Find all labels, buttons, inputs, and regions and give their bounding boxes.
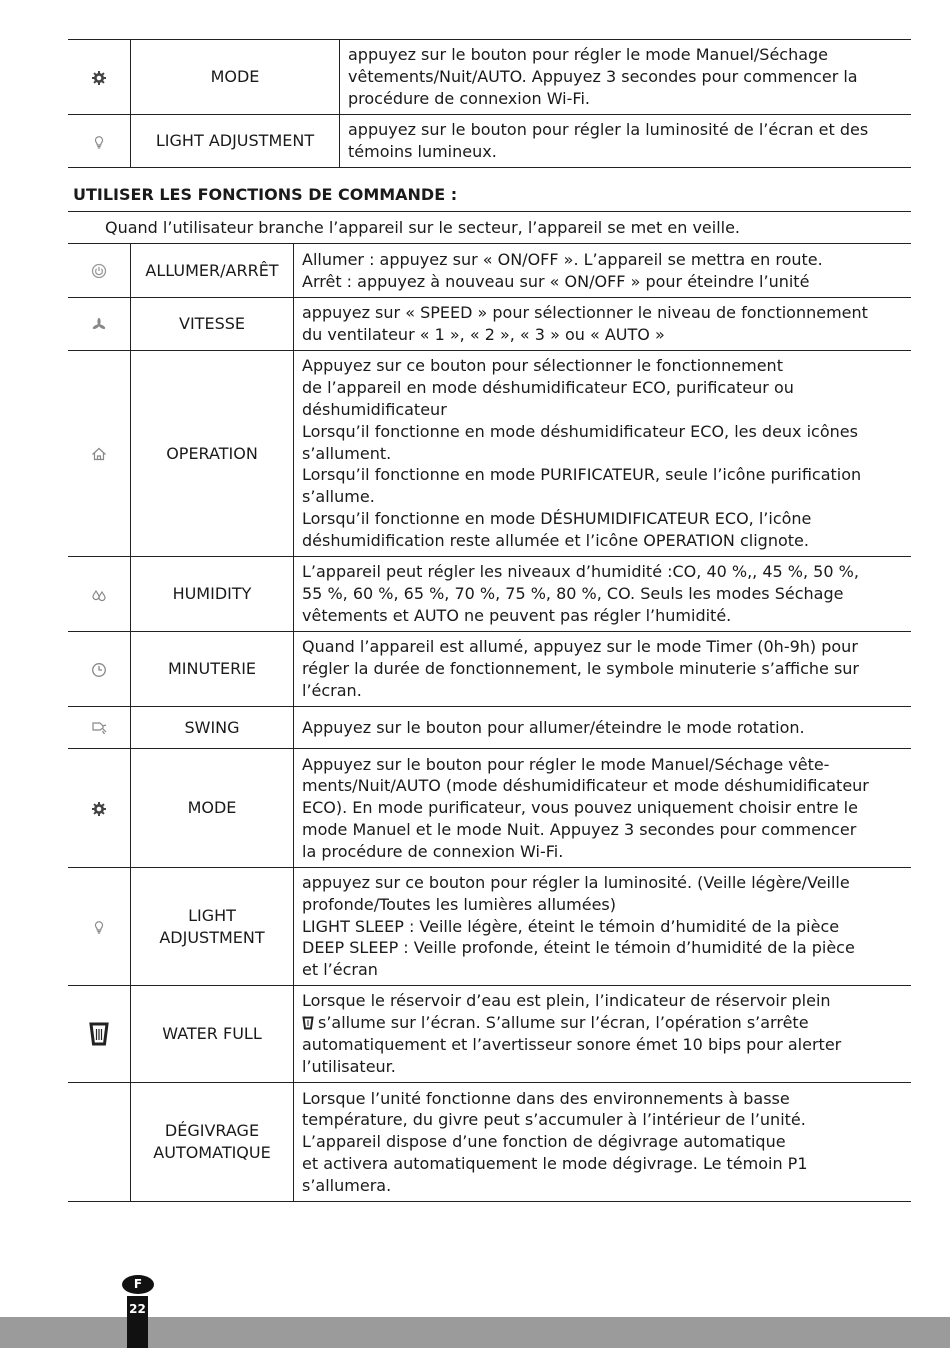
function-description: Appuyez sur le bouton pour allumer/éteindre le mode rotation. (302, 717, 805, 737)
table-row (68, 707, 911, 749)
function-description: Lorsque le réservoir d’eau est plein, l’indicateur de réservoir plein s’allume sur l’écran. S’allume sur l’écran, l’opération s’arrête automatiquement et l’avertisseur sonore émet 10 bips pour alerter l’utilisateur. (302, 991, 842, 1076)
function-name: MINUTERIE (131, 632, 294, 707)
function-name: DÉGIVRAGE AUTOMATIQUE (131, 1083, 294, 1202)
table-row (68, 749, 911, 868)
function-description: Allumer : appuyez sur « ON/OFF ». L’appareil se mettra en route. Arrêt : appuyez à nouveau sur « ON/OFF » pour éteindre l’unité (302, 249, 823, 291)
function-description: appuyez sur « SPEED » pour sélectionner le niveau de fonctionnement du ventilateur « 1 », « 2 », « 3 » ou « AUTO » (302, 303, 868, 344)
language-badge: F (122, 1275, 154, 1294)
table-row (68, 244, 911, 298)
table-row (68, 115, 911, 168)
power-icon (91, 263, 107, 279)
table-row (68, 557, 911, 632)
page-number-tab (127, 1296, 148, 1348)
page-number: 22 (129, 1302, 146, 1316)
table-row (68, 351, 911, 557)
function-description: Appuyez sur le bouton pour régler le mode Manuel/Séchage vête- ments/Nuit/AUTO (mode déshumidificateur et mode déshumidificateur ECO). En mode purificateur, vous pouvez uniquement choisir entre le mode Manuel et le mode Nuit. Appuyez 3 secondes pour commencer la procédure de connexion Wi-Fi. (302, 754, 869, 861)
function-description: Quand l’appareil est allumé, appuyez sur le mode Timer (0h-9h) pour régler la durée de fonctionnement, le symbole minuterie s’affiche sur l’écran. (302, 637, 859, 700)
function-description: Lorsque l’unité fonctionne dans des environnements à basse température, du givre peut s’accumuler à l’intérieur de l’unité. L’appareil dispose d’une fonction de dégivrage automatique et activera automatiquement le mode dégivrage. Le témoin P1 s’allumera. (302, 1088, 808, 1195)
table-row (68, 986, 911, 1083)
section-title: UTILISER LES FONCTIONS DE COMMANDE : (73, 185, 458, 204)
lightbulb-icon (91, 919, 107, 935)
house-icon (91, 446, 107, 462)
function-name: LIGHT ADJUSTMENT (131, 868, 294, 986)
table-row (68, 298, 911, 351)
function-description: appuyez sur le bouton pour régler le mode Manuel/Séchage vêtements/Nuit/AUTO. Appuyez 3 secondes pour commencer la procédure de connexion Wi-Fi. (348, 45, 858, 108)
water-tank-icon (88, 1021, 110, 1047)
function-description: Appuyez sur ce bouton pour sélectionner le fonctionnement de l’appareil en mode déshumidificateur ECO, purificateur ou déshumidificateur Lorsqu’il fonctionne en mode déshumidificateur ECO, les deux icônes s’allument. Lorsqu’il fonctionne en mode PURIFICATEUR, seule l’icône purification s’allume. Lorsqu’il fonctionne en mode DÉSHUMIDIFICATEUR ECO, l’icône déshumidification reste allumée et l’icône OPERATION clignote. (302, 356, 862, 550)
function-name: HUMIDITY (131, 557, 294, 632)
table-row (68, 632, 911, 707)
lightbulb-icon (91, 134, 107, 150)
function-name: MODE (131, 749, 294, 868)
function-name: SWING (131, 707, 294, 749)
table-row (68, 1083, 911, 1202)
function-description: appuyez sur le bouton pour régler la luminosité de l’écran et des témoins lumineux. (348, 120, 869, 161)
water-tank-icon (302, 1016, 314, 1030)
command-functions-table (68, 243, 911, 1202)
gear-icon (91, 801, 107, 817)
swing-icon (91, 720, 107, 736)
function-description: L’appareil peut régler les niveaux d’humidité :CO, 40 %,, 45 %, 50 %, 55 %, 60 %, 65 %, 70 %, 75 %, 80 %, CO. Seuls les modes Séchage vêtements et AUTO ne peuvent pas régler l’humidité. (302, 562, 859, 625)
function-name: MODE (131, 40, 340, 115)
intro-text: Quand l’utilisateur branche l’appareil sur le secteur, l’appareil se met en veille. (68, 211, 911, 242)
gear-icon (91, 70, 107, 86)
fan-icon (91, 317, 107, 333)
table-row (68, 40, 911, 115)
clock-icon (91, 662, 107, 678)
droplets-icon (91, 587, 107, 603)
top-function-table (68, 39, 911, 168)
function-name: LIGHT ADJUSTMENT (131, 115, 340, 168)
table-row (68, 868, 911, 986)
function-name: OPERATION (131, 351, 294, 557)
function-name: WATER FULL (131, 986, 294, 1083)
function-name: ALLUMER/ARRÊT (131, 244, 294, 298)
function-name: VITESSE (131, 298, 294, 351)
function-description: appuyez sur ce bouton pour régler la luminosité. (Veille légère/Veille profonde/Toutes les lumières allumées) LIGHT SLEEP : Veille légère, éteint le témoin d’humidité de la pièce DEEP SLEEP : Veille profonde, éteint le témoin d’humidité de la pièce et l’écran (302, 873, 855, 980)
